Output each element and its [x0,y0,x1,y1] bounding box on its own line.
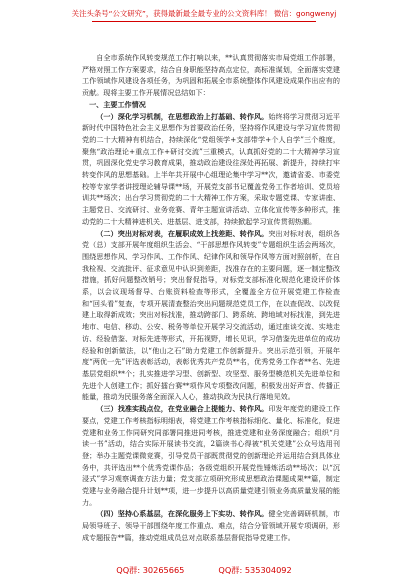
item-paragraph [82,111,340,228]
section-heading: 一、主要工作情况 [89,99,146,109]
item-body: 始终将学习贯彻习近平新时代中国特色社会主义思想作为首要政治任务，坚持将作风建设与学习宣传贯彻党的二十大精神有机结合，持续深化“党组领学+支部带学+个人自学”三个维度，聚焦“政治理论+重点工作+研讨交流”三重模式，认真抓好党的二十大精神学习宣贯，巩固深化党史学习教育成果，推动政治建设往深处再拓展、新提升，持续打牢转变作风的思想基础。上半年共开展中心组理论集中学习**次，邀请省委、市委党校等专家学者讲授理论辅导课**场，开展党支部书记覆盖党务工作者培训、党员培训共**场次；出台学习贯彻党的二十大精神工作方案，采取专题党课、专家讲座、主题党日、交流研讨、业务竞赛、青年主题宣讲活动、立体化宣传等多种形式，推动党的二十大精神进机关、进基层、进支部，持续掀起学习宣传贯彻热潮。 [82,111,341,226]
footer-qq-group-1: QQ群: 30265665 [116,565,185,575]
item-heading: （三）找准实践点位，在党业融合上提能力、转作风。 [96,404,269,414]
item-heading: （二）突出对标对表，在履职成效上找差距、转作风。 [96,228,269,238]
item-paragraph [82,508,340,543]
item-body: 健全完善调研机制，市局领导班子、领导干部围绕年度工作重点、难点，结合分管领域开展专项调研，形成专题报告**篇，推动党组成员总对点联系基层督促指导党建工作。 [82,509,341,542]
header-divider [92,21,316,22]
intro-paragraph: 自全市系统作风转变规范工作打响以来，**认真贯彻落实市局党组工作部署，严格对照工作方案要求，结合自身职能坚持高点定位，高标准谋划，全面落实党建工作领域作风建设各项任务，为巩固和拓展全市系统整体作风建设成果作出应有的贡献。现将主要工作开展情况总结如下： [82,53,340,98]
item-paragraph [82,403,340,508]
item-heading: （一）深化学习机制，在思想政治上打基础、转作风。 [96,111,269,121]
footer-qq-group-2: QQ群: 535304092 [218,565,292,575]
item-body: 突出对标对表，组织各党（总）支部开展年度组织生活会、“干部思想作风转变”专题组织生活会两场次，围绕思想作风、学习作风、工作作风、纪律作风和领导作风等方面对照剖析，在自我检视、交流批评、征求意见中认识到差距，找准存在的主要问题，逐一制定整改措施，抓好问题整改销号；突出督促指导，对标党支部标准化规范化建设评价体系，以会议现场督导、台账资料检查等形式，全覆盖全方位开展党建工作检查和“回头看”复查，专项开展清查整治突出问题规范党员工作，在以查促改、以改促建上取得新成效；突出对标找准，推动跨部门、跨系统、跨地域对标找准，到先进地市、电信、移动、公安、税务等单位开展学习交流活动，通过座谈交流、实地走访、经验借鉴、对标先进等形式，开拓视野，增长见识，学习借鉴先进单位的成功经验和创新做法，以“他山之石”助力党建工作创新提升。突出示范引领，开展年度“两优一先”评选表彰活动，表彰优秀共产党员**名，优秀党务工作者**名、先进基层党组织**个；扎实推进学习型、创新型、攻坚型、服务型模范机关先进单位和先进个人创建工作；抓好擂台赛**项作风专项整改问题，积极发出好声音、传播正能量，推动为民服务落全面深入人心，推动执政为民执行落地见效。 [82,228,341,402]
document-body [82,52,340,544]
header-banner-text: 关注头条号“公文研究”，获得最新最全最专业的公文资料库！ 微信：gongwenyj [71,8,337,18]
page-header [0,0,408,26]
item-heading: （四）坚持心系基层，在深化服务上下实功、转作风。 [96,509,269,519]
page-footer [0,565,408,579]
item-paragraph [82,228,340,404]
item-body: 印发年度党的建设工作要点，党建工作考核指标明细表，将党建工作考核指标细化、量化、标准化，促进党建和业务工作同研究同部署同推进同考核，推进党建和业务深度融合；组织“月读一书”活动，结合实际开展读书交流，2篇读书心得被“机关党建”公众号选用刊登；举办主题党课微竞赛，引导党员干部既贯彻党的创新理论并运用结合到具体业务中，共评选出**个优秀党课作品；各级党组织开展党性锤炼活动**场次；以“沉浸式”学习观察调查方法力量；党支部立项研究形成思想政治课题成果**篇，制定党建与业务融合提升计划**项，进一步提升以高质量党建引领业务高质量发展的能力。 [82,404,341,507]
